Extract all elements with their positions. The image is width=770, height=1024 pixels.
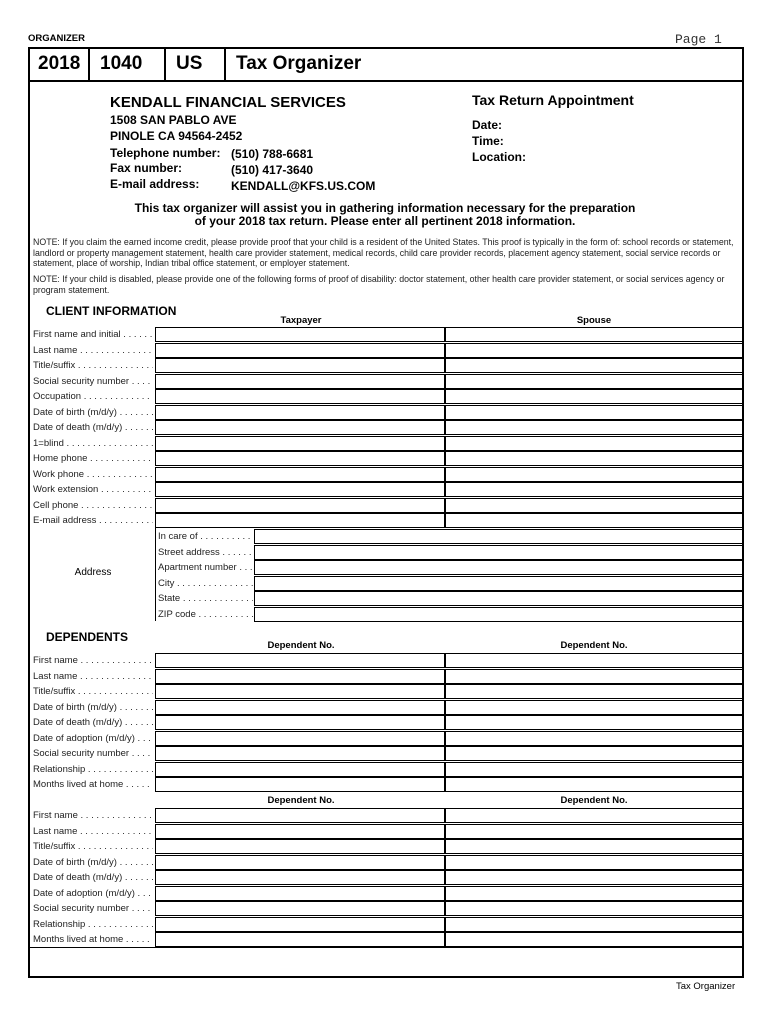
dependent-field-left[interactable] [155, 669, 445, 684]
dependent-field-left[interactable] [155, 715, 445, 730]
client-row-label: Work phone . . . [33, 467, 153, 482]
footer-label: Tax Organizer [676, 981, 736, 992]
dependent-row-label: Title/suffix . . . [33, 839, 153, 854]
client-row-label: Date of birth (m/d/y) . . . [33, 405, 153, 420]
address-group-label: Address [74, 567, 112, 578]
address-field[interactable] [254, 607, 743, 622]
address-row-label: In care of . . . [158, 529, 253, 544]
dependent-field-left[interactable] [155, 731, 445, 746]
dependent-field-left[interactable] [155, 808, 445, 823]
address-row-label: State . . . [158, 591, 253, 606]
form-label: ORGANIZER [28, 33, 85, 44]
dependent-row-label: Social security number . . . [33, 901, 153, 916]
client-row-label: Social security number . . . [33, 374, 153, 389]
dependent-field-right[interactable] [445, 886, 743, 901]
dependent-field-right[interactable] [445, 700, 743, 715]
dependent-row-label: Date of death (m/d/y) . . . [33, 715, 153, 730]
taxpayer-column-header: Taxpayer [280, 315, 322, 326]
dependent-field-left[interactable] [155, 855, 445, 870]
dependent-field-right[interactable] [445, 731, 743, 746]
note-earned-income: NOTE: If you claim the earned income credit, please provide proof that your child is a resident of the United States. This proof is typically in the form of: school records or statement, landlord or property management statement, health care provider statement, medical records, child care provider records, placement agency statement, social service records or statement, place of worship, Indian tribal office statement, or employer statement. [33, 237, 734, 268]
spouse-field[interactable] [445, 374, 743, 389]
client-section-title: CLIENT INFORMATION [46, 304, 177, 318]
telephone-label: Telephone number: [110, 146, 221, 160]
dependent-row-label: Title/suffix . . . [33, 684, 153, 699]
dependent-field-left[interactable] [155, 653, 445, 668]
client-row-label: Last name . . . [33, 343, 153, 358]
taxpayer-field[interactable] [155, 436, 445, 451]
form-number: 1040 [90, 47, 166, 80]
dependent-field-right[interactable] [445, 824, 743, 839]
dependent-row-label: First name . . . [33, 653, 153, 668]
taxpayer-field[interactable] [155, 420, 445, 435]
spouse-field[interactable] [445, 358, 743, 373]
page-number: Page 1 [675, 32, 722, 47]
dependent-row-label: Last name . . . [33, 669, 153, 684]
dependent-row-label: Relationship . . . [33, 917, 153, 932]
firm-address-2: PINOLE CA 94564-2452 [110, 129, 243, 143]
dependent-field-left[interactable] [155, 700, 445, 715]
dependent-row-label: Date of adoption (m/d/y) . . . [33, 886, 153, 901]
taxpayer-field[interactable] [155, 358, 445, 373]
client-row-label: First name and initial . . . [33, 327, 153, 342]
dependent-field-left[interactable] [155, 901, 445, 916]
dependent-field-right[interactable] [445, 669, 743, 684]
client-row-label: E-mail address . . . [33, 513, 153, 528]
dependent-field-right[interactable] [445, 762, 743, 777]
appointment-time-label: Time: [472, 134, 504, 148]
dependent-row-label: First name . . . [33, 808, 153, 823]
taxpayer-field[interactable] [155, 405, 445, 420]
spouse-field[interactable] [445, 436, 743, 451]
dependent-field-left[interactable] [155, 839, 445, 854]
spouse-field[interactable] [445, 405, 743, 420]
email-value: KENDALL@KFS.US.COM [231, 179, 376, 193]
dependent-row-label: Date of birth (m/d/y) . . . [33, 700, 153, 715]
address-field[interactable] [254, 591, 743, 606]
client-row-label: Title/suffix . . . [33, 358, 153, 373]
spouse-field[interactable] [445, 498, 743, 513]
intro-line-2: of your 2018 tax return. Please enter all pertinent 2018 information. [194, 214, 576, 228]
firm-address-1: 1508 SAN PABLO AVE [110, 113, 237, 127]
address-row-label: City . . . [158, 576, 253, 591]
tax-year: 2018 [28, 47, 90, 80]
spouse-field[interactable] [445, 420, 743, 435]
client-row-label: Work extension . . . [33, 482, 153, 497]
taxpayer-field[interactable] [155, 498, 445, 513]
taxpayer-field[interactable] [155, 327, 445, 342]
dependent-field-left[interactable] [155, 684, 445, 699]
dependent-field-right[interactable] [445, 932, 743, 947]
address-row-label: Apartment number . . . [158, 560, 253, 575]
dependents-section-title: DEPENDENTS [46, 630, 129, 644]
dependent-row-label: Relationship . . . [33, 762, 153, 777]
taxpayer-field[interactable] [155, 451, 445, 466]
client-row-label: Home phone . . . [33, 451, 153, 466]
appointment-date-label: Date: [472, 118, 503, 132]
dependent-field-right[interactable] [445, 839, 743, 854]
dependent-field-left[interactable] [155, 762, 445, 777]
address-field[interactable] [254, 576, 743, 591]
dependent-row-label: Last name . . . [33, 824, 153, 839]
client-row-label: Cell phone . . . [33, 498, 153, 513]
dependent-field-left[interactable] [155, 886, 445, 901]
dependent-field-right[interactable] [445, 901, 743, 916]
dependent-field-right[interactable] [445, 777, 743, 792]
dependent-field-right[interactable] [445, 746, 743, 761]
dependent-1-header: Dependent No. [267, 640, 335, 651]
spouse-field[interactable] [445, 389, 743, 404]
spouse-field[interactable] [445, 343, 743, 358]
spouse-field[interactable] [445, 513, 743, 528]
dependent-field-right[interactable] [445, 653, 743, 668]
fax-label: Fax number: [110, 161, 183, 175]
dependent-field-left[interactable] [155, 824, 445, 839]
dependent-field-right[interactable] [445, 917, 743, 932]
dependent-field-right[interactable] [445, 870, 743, 885]
taxpayer-field[interactable] [155, 467, 445, 482]
taxpayer-field[interactable] [155, 374, 445, 389]
firm-name: KENDALL FINANCIAL SERVICES [110, 94, 346, 111]
dependent-field-left[interactable] [155, 917, 445, 932]
dependent-row-label: Social security number . . . [33, 746, 153, 761]
dependent-3-header: Dependent No. [267, 795, 335, 806]
dependent-field-right[interactable] [445, 855, 743, 870]
address-row-label: Street address . . . [158, 545, 253, 560]
client-row-label: 1=blind . . . [33, 436, 153, 451]
taxpayer-field[interactable] [155, 343, 445, 358]
client-row-label: Date of death (m/d/y) . . . [33, 420, 153, 435]
appointment-location-label: Location: [472, 150, 526, 164]
intro-line-1: This tax organizer will assist you in gathering information necessary for the preparation [134, 201, 636, 215]
dependent-field-right[interactable] [445, 808, 743, 823]
country: US [166, 47, 226, 80]
taxpayer-field[interactable] [155, 482, 445, 497]
header-bar [28, 47, 744, 82]
address-field[interactable] [254, 529, 743, 544]
dependent-row-label: Date of adoption (m/d/y) . . . [33, 731, 153, 746]
fax-value: (510) 417-3640 [231, 163, 314, 177]
note-disability: NOTE: If your child is disabled, please provide one of the following forms of proof of disability: doctor statement, other health care provider statement, or social services agency or program statement. [33, 274, 725, 295]
spouse-field[interactable] [445, 482, 743, 497]
client-row-label: Occupation . . . [33, 389, 153, 404]
spouse-column-header: Spouse [576, 315, 612, 326]
dependent-field-left[interactable] [155, 777, 445, 792]
email-label: E-mail address: [110, 177, 200, 191]
dependent-field-right[interactable] [445, 684, 743, 699]
address-field[interactable] [254, 560, 743, 575]
page-title: Tax Organizer [236, 53, 362, 74]
spouse-field[interactable] [445, 467, 743, 482]
dependent-row-label: Date of birth (m/d/y) . . . [33, 855, 153, 870]
bottom-rule [28, 947, 744, 948]
dependent-field-right[interactable] [445, 715, 743, 730]
spouse-field[interactable] [445, 451, 743, 466]
dependent-field-left[interactable] [155, 746, 445, 761]
dependent-2-header: Dependent No. [560, 640, 628, 651]
address-divider [155, 528, 156, 621]
spouse-field[interactable] [445, 327, 743, 342]
dependent-row-label: Months lived at home . . . [33, 777, 153, 792]
dependent-4-header: Dependent No. [560, 795, 628, 806]
taxpayer-field[interactable] [155, 389, 445, 404]
dependent-row-label: Months lived at home . . . [33, 932, 153, 947]
appointment-title: Tax Return Appointment [472, 92, 634, 108]
dependent-field-left[interactable] [155, 870, 445, 885]
address-field[interactable] [254, 545, 743, 560]
telephone-value: (510) 788-6681 [231, 147, 314, 161]
taxpayer-field[interactable] [155, 513, 445, 528]
dependent-row-label: Date of death (m/d/y) . . . [33, 870, 153, 885]
dependent-field-left[interactable] [155, 932, 445, 947]
address-row-label: ZIP code . . . [158, 607, 253, 622]
